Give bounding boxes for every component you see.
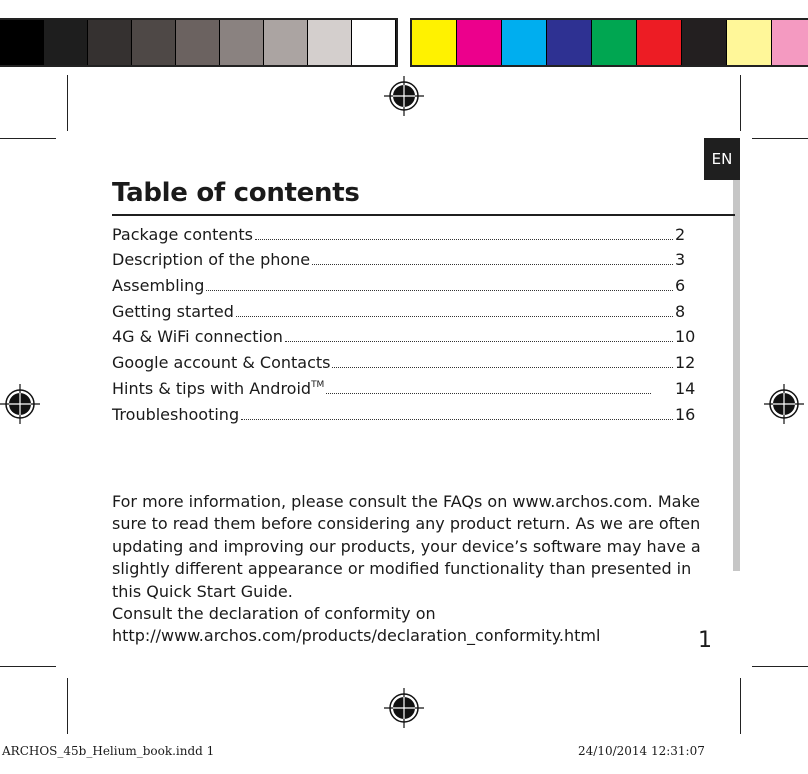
title-rule	[112, 214, 735, 216]
color-swatch	[502, 20, 547, 65]
registration-mark-icon	[384, 76, 424, 116]
crop-mark	[740, 75, 741, 131]
toc-entry-label: Package contents	[112, 224, 253, 244]
dot-leader	[241, 419, 673, 420]
color-swatch	[412, 20, 457, 65]
dot-leader	[326, 393, 651, 394]
toc-entry[interactable]	[112, 244, 697, 270]
crop-mark	[752, 666, 808, 667]
toc-entry-label: Description of the phone	[112, 250, 311, 270]
slug-datetime: 24/10/2014 12:31:07	[578, 744, 705, 758]
toc-entry[interactable]	[112, 372, 697, 398]
toc-entry[interactable]	[112, 398, 697, 424]
toc-entry-label: Google account & Contacts	[112, 353, 331, 373]
crop-mark	[67, 678, 68, 734]
color-swatch	[547, 20, 592, 65]
toc-entry[interactable]	[112, 321, 697, 347]
toc-list	[112, 218, 697, 424]
toc-entry-page: 2	[675, 224, 686, 244]
dot-leader	[312, 264, 673, 265]
color-swatch	[727, 20, 772, 65]
toc-entry-page: 6	[675, 276, 686, 296]
dot-leader	[206, 290, 673, 291]
toc-entry-page: 3	[675, 250, 686, 270]
trademark-superscript: TM	[311, 379, 325, 390]
color-swatch	[457, 20, 502, 65]
registration-mark-icon	[764, 384, 804, 424]
toc-entry-label	[112, 376, 324, 398]
crop-mark	[67, 75, 68, 131]
dot-leader	[332, 367, 673, 368]
color-swatch	[637, 20, 682, 65]
toc-entry[interactable]	[112, 346, 697, 372]
info-paragraph: For more information, please consult the FAQs on www.archos.com. Make sure to read them before considering any product return. As we are often updating and improving our products, your device’s software may have a slightly different appearance or modified functionality than presented in this Quick Start Guide.	[112, 492, 701, 601]
crop-mark	[740, 678, 741, 734]
color-swatch	[772, 20, 808, 65]
toc-entry-label: 4G & WiFi connection	[112, 327, 283, 347]
toc-entry-page: 16	[675, 404, 696, 424]
registration-mark-icon	[384, 688, 424, 728]
gray-swatch	[44, 20, 88, 65]
toc-entry-page: 12	[675, 353, 696, 373]
gray-swatch	[88, 20, 132, 65]
registration-mark-icon	[0, 384, 40, 424]
toc-entry-label-text: Hints & tips with Android	[112, 378, 312, 398]
slug-filename: ARCHOS_45b_Helium_book.indd 1	[2, 744, 215, 758]
crop-mark	[752, 138, 808, 139]
crop-mark	[0, 666, 56, 667]
dot-leader	[255, 239, 673, 240]
dot-leader	[285, 341, 673, 342]
grayscale-calibration-bar	[0, 18, 398, 67]
color-swatch	[592, 20, 637, 65]
conformity-paragraph: Consult the declaration of conformity on http://www.archos.com/products/declaration_conformity.html	[112, 604, 601, 646]
crop-mark	[0, 138, 56, 139]
toc-entry-label: Getting started	[112, 301, 234, 321]
gray-swatch	[176, 20, 220, 65]
info-block	[112, 491, 712, 648]
gray-swatch	[0, 20, 44, 65]
toc-entry-label: Troubleshooting	[112, 404, 240, 424]
gray-swatch	[352, 20, 396, 65]
toc-entry-page: 14	[675, 378, 696, 398]
toc-entry[interactable]	[112, 218, 697, 244]
toc-entry-label: Assembling	[112, 276, 205, 296]
gray-swatch	[264, 20, 308, 65]
dot-leader	[236, 316, 673, 317]
gray-swatch	[308, 20, 352, 65]
toc-title: Table of contents	[112, 178, 360, 208]
gray-swatch	[132, 20, 176, 65]
color-swatch	[682, 20, 727, 65]
toc-entry[interactable]	[112, 269, 697, 295]
page-number: 1	[698, 628, 712, 653]
gray-swatch	[220, 20, 264, 65]
toc-entry-page: 10	[675, 327, 696, 347]
toc-entry[interactable]	[112, 295, 697, 321]
color-calibration-bar	[410, 18, 808, 67]
toc-entry-page: 8	[675, 301, 686, 321]
side-rule	[733, 180, 740, 571]
language-tab: EN	[704, 138, 740, 180]
